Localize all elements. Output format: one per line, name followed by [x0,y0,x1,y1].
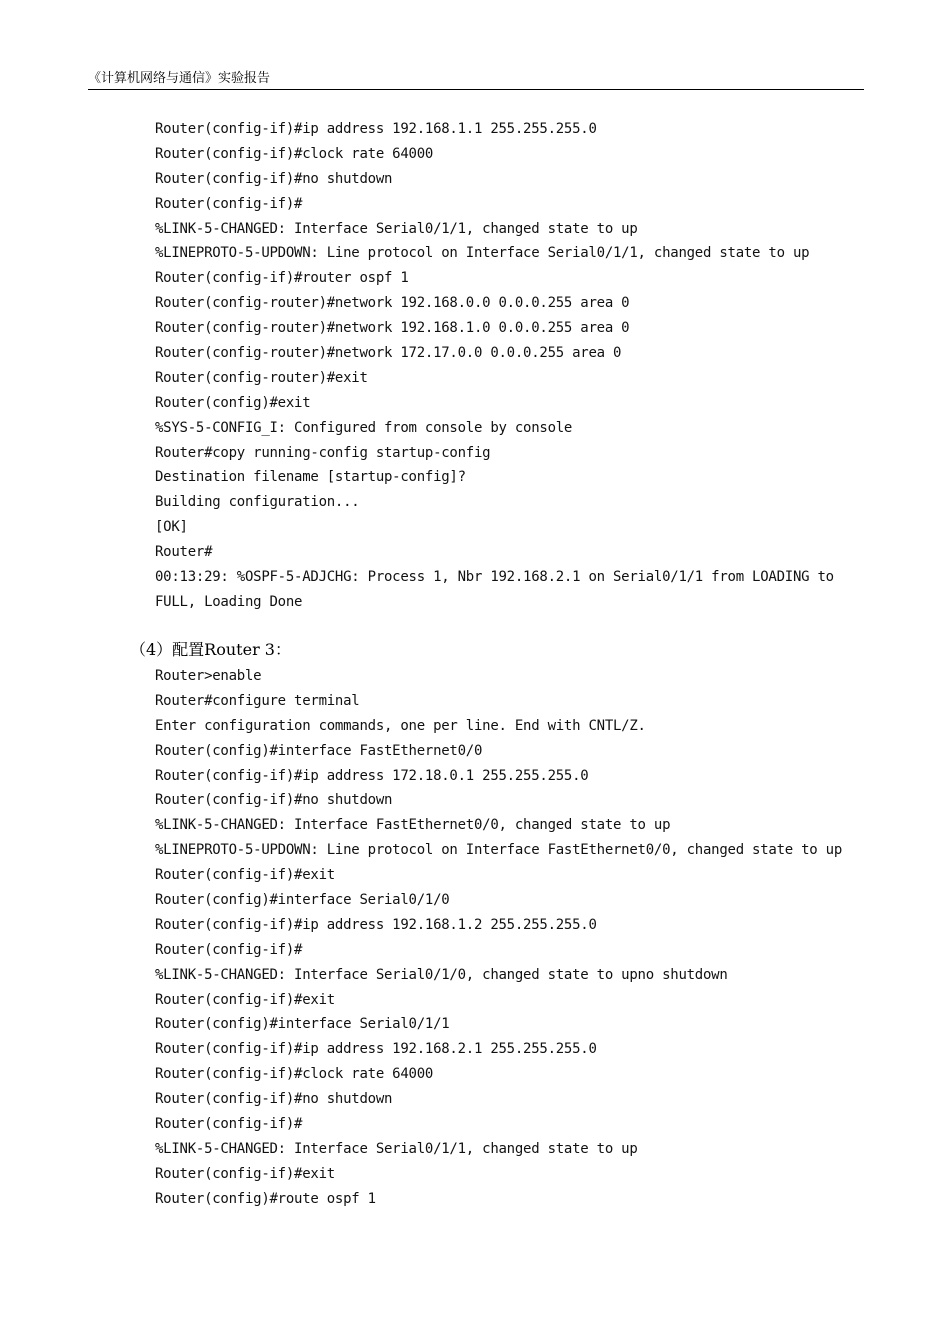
console-line: Router(config-router)#network 192.168.1.0 0.0.0.255 area 0 [155,320,630,337]
console-line: [OK] [155,519,188,536]
console-line: Router(config)#route ospf 1 [155,1190,376,1207]
console-line: Router#configure terminal [155,692,360,709]
console-line: FULL, Loading Done [155,593,303,610]
console-line: Router(config-if)# [155,1116,303,1133]
console-line: %LINEPROTO-5-UPDOWN: Line protocol on Interface FastEthernet0/0, changed state to up [155,842,843,859]
console-line: Router(config-if)#exit [155,991,335,1008]
console-line: Router(config-if)#exit [155,1165,335,1182]
console-line: Router(config-if)#ip address 192.168.1.2 255.255.255.0 [155,916,597,933]
console-line: %LINEPROTO-5-UPDOWN: Line protocol on Interface Serial0/1/1, changed state to up [155,245,810,262]
console-line: %LINK-5-CHANGED: Interface FastEthernet0/0, changed state to up [155,817,671,834]
console-line: Router(config-if)#ip address 192.168.2.1 255.255.255.0 [155,1041,597,1058]
report-title: 《计算机网络与通信》实验报告 [88,71,271,86]
console-line: Router(config-if)#ip address 192.168.1.1 255.255.255.0 [155,121,597,137]
console-line: Router>enable [155,668,262,684]
console-line: Router(config-if)#router ospf 1 [155,270,409,287]
console-line: Router(config)#interface Serial0/1/0 [155,892,450,909]
console-line: Router# [155,544,213,561]
section-heading-router-3: （4）配置Router 3： [130,640,291,659]
console-line: Router(config-if)# [155,941,303,958]
console-line: Destination filename [startup-config]? [155,469,466,486]
console-line: Router(config)#exit [155,394,311,411]
console-line: Router(config-if)#no shutdown [155,1091,393,1108]
console-line: %LINK-5-CHANGED: Interface Serial0/1/1, changed state to up [155,1140,638,1157]
console-line: Building configuration... [155,494,360,511]
console-line: Router(config-if)#clock rate 64000 [155,1066,434,1083]
console-line: Router(config)#interface FastEthernet0/0 [155,742,483,759]
console-line: Router(config-router)#exit [155,369,368,386]
console-line: Router(config-router)#network 192.168.0.0 0.0.0.255 area 0 [155,295,630,312]
page-header [88,70,864,90]
console-line: Router(config-if)#clock rate 64000 [155,145,434,162]
console-line: Enter configuration commands, one per line. End with CNTL/Z. [155,717,646,734]
console-line: %LINK-5-CHANGED: Interface Serial0/1/0, changed state to upno shutdown [155,966,728,983]
router-config-output-2 [155,664,842,1212]
console-line: Router(config-if)#ip address 172.18.0.1 255.255.255.0 [155,767,589,784]
console-line: Router(config-if)#no shutdown [155,170,393,187]
console-line: %SYS-5-CONFIG_I: Configured from console by console [155,419,573,436]
console-line: Router(config)#interface Serial0/1/1 [155,1016,450,1033]
console-line: Router(config-router)#network 172.17.0.0 0.0.0.255 area 0 [155,345,622,362]
console-line: %LINK-5-CHANGED: Interface Serial0/1/1, changed state to up [155,220,638,237]
console-line: Router(config-if)# [155,195,303,212]
console-line: 00:13:29: %OSPF-5-ADJCHG: Process 1, Nbr 192.168.2.1 on Serial0/1/1 from LOADING to [155,569,834,586]
console-line: Router(config-if)#exit [155,867,335,884]
console-line: Router(config-if)#no shutdown [155,792,393,809]
console-line: Router#copy running-config startup-config [155,444,491,461]
router-config-output-1 [155,117,834,615]
